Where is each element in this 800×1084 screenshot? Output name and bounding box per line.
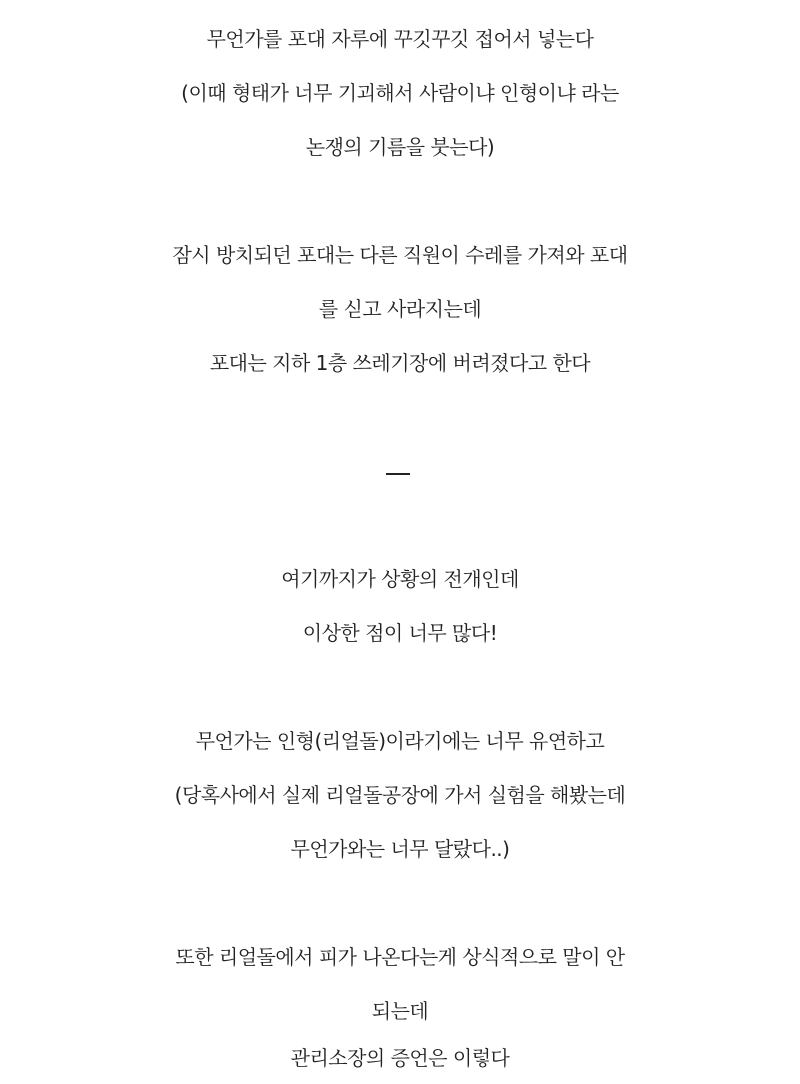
text-line: 여기까지가 상황의 전개인데 [281, 567, 519, 591]
text-line: 관리소장의 증언은 이렇다 [290, 1046, 510, 1070]
text-line: 무언가는 인형(리얼돌)이라기에는 너무 유연하고 [195, 729, 605, 753]
text-line: 를 싣고 사라지는데 [318, 297, 482, 321]
text-line: 되는데 [371, 999, 429, 1023]
text-line: (당혹사에서 실제 리얼돌공장에 가서 실험을 해봤는데 [174, 783, 626, 807]
text-line: 무언가와는 너무 달랐다..) [290, 837, 510, 861]
section-divider [386, 473, 410, 475]
text-line: 논쟁의 기름을 붓는다) [305, 135, 495, 159]
text-line: 무언가를 포대 자루에 꾸깃꾸깃 접어서 넣는다 [206, 27, 594, 51]
text-line: 이상한 점이 너무 많다! [302, 621, 498, 645]
text-line: (이때 형태가 너무 기괴해서 사람이냐 인형이냐 라는 [181, 81, 619, 105]
text-line: 또한 리얼돌에서 피가 나온다는게 상식적으로 말이 안 [175, 945, 625, 969]
text-line: 포대는 지하 1층 쓰레기장에 버려졌다고 한다 [209, 351, 591, 375]
text-line: 잠시 방치되던 포대는 다른 직원이 수레를 가져와 포대 [172, 243, 628, 267]
